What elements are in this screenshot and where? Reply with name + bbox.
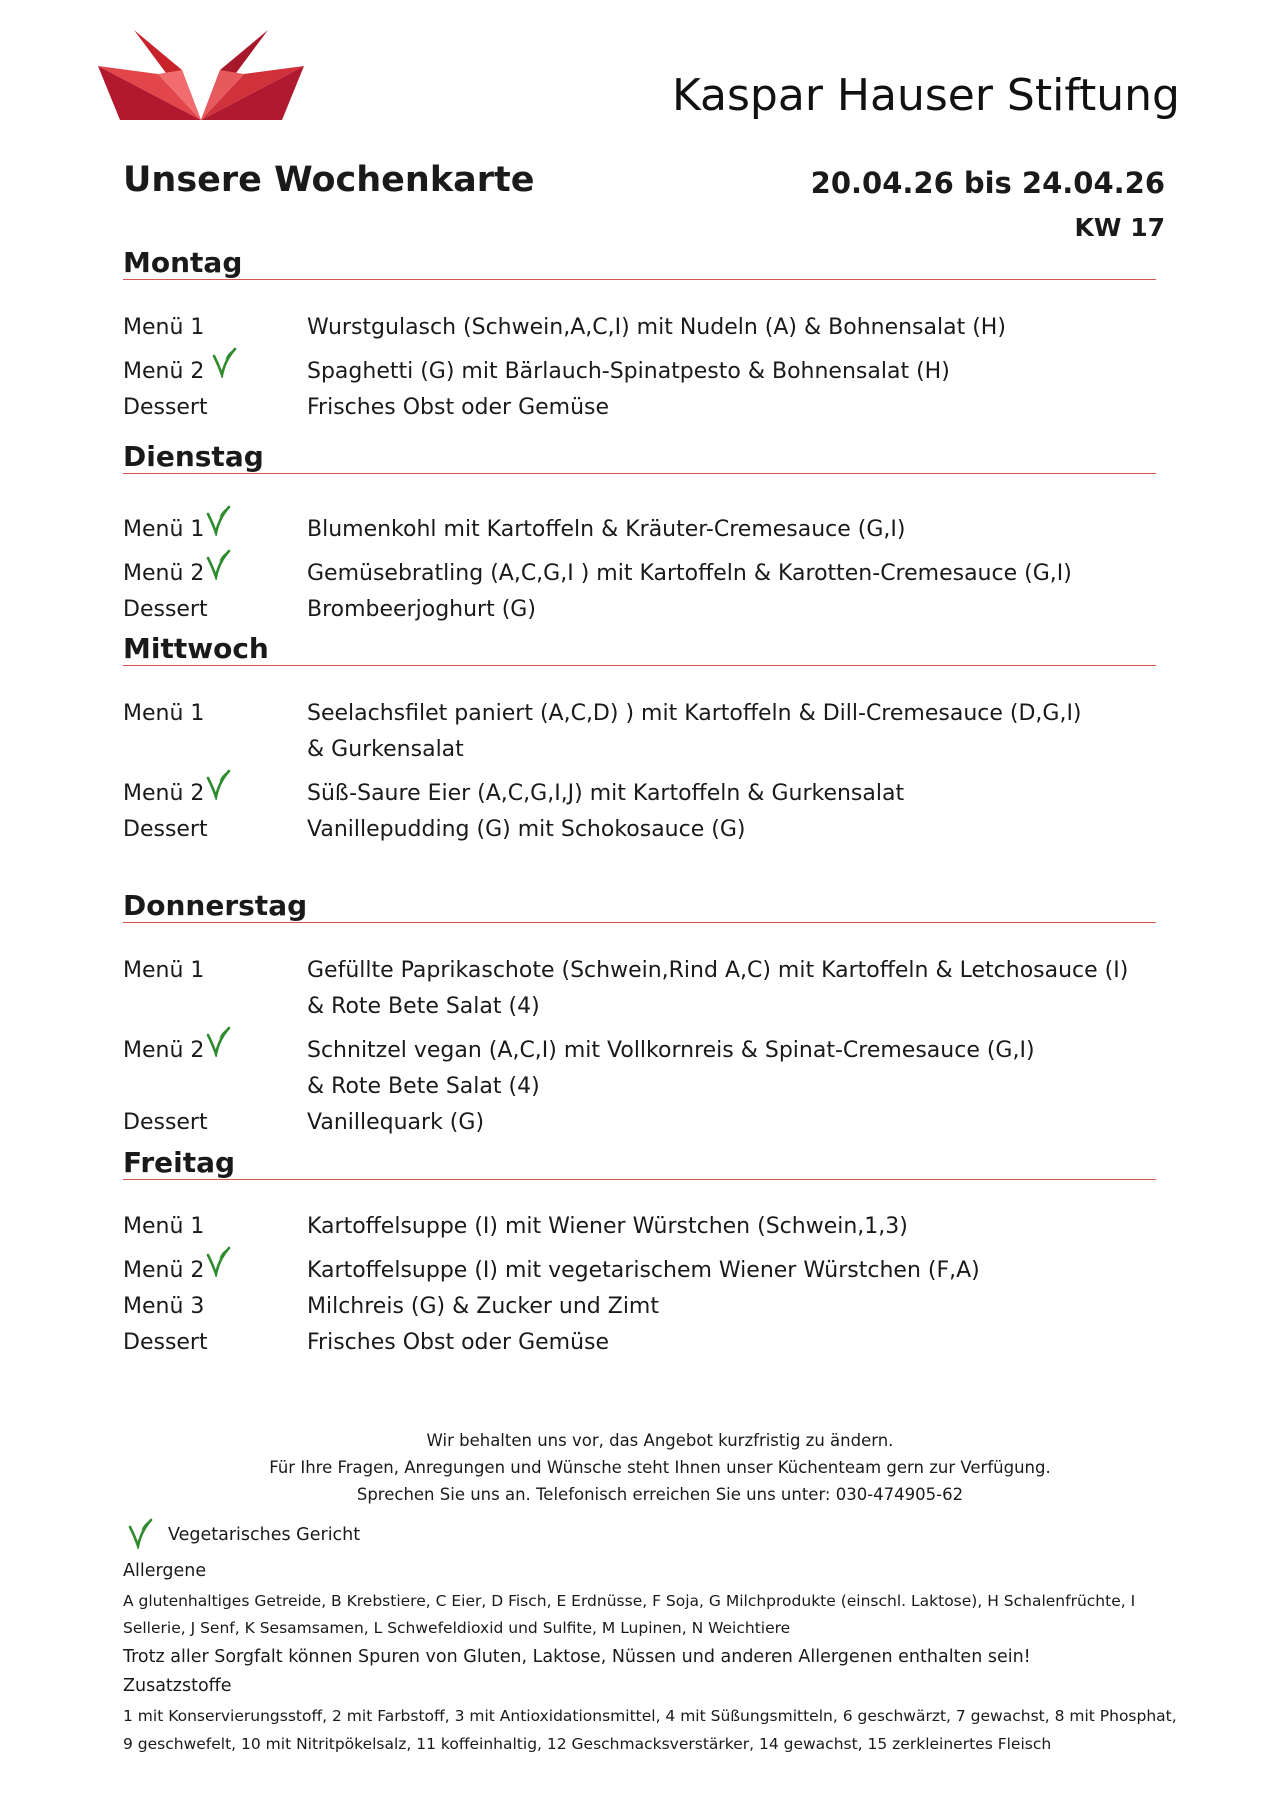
- menu-dish-continuation: & Rote Bete Salat (4): [307, 994, 540, 1019]
- day-divider: [123, 279, 1156, 280]
- vegetarian-leaf-icon: [205, 1245, 231, 1277]
- day-heading-freitag: Freitag: [123, 1146, 236, 1179]
- menu-label: Menü 1: [123, 1214, 205, 1239]
- menu-label: Menü 1: [123, 517, 205, 542]
- dessert-dish: Frisches Obst oder Gemüse: [307, 1330, 610, 1355]
- day-heading-mittwoch: Mittwoch: [123, 632, 269, 665]
- vegetarian-leaf-icon: [211, 346, 237, 378]
- menu-label: Menü 3: [123, 1294, 205, 1319]
- dessert-label: Dessert: [123, 597, 208, 622]
- vegetarian-leaf-icon: [205, 768, 231, 800]
- allergens-list: A glutenhaltiges Getreide, B Krebstiere, C Eier, D Fisch, E Erdnüsse, F Soja, G Milchprodukte (einschl. Laktose), H Schalenfrüchte, I: [123, 1592, 1136, 1610]
- calendar-week: KW 17: [1074, 213, 1165, 242]
- day-divider: [123, 473, 1156, 474]
- menu-label: Menü 2: [123, 1258, 205, 1283]
- date-range: 20.04.26 bis 24.04.26: [810, 166, 1165, 200]
- vegetarian-leaf-icon: [205, 548, 231, 580]
- menu-dish: Seelachsfilet paniert (A,C,D) ) mit Kartoffeln & Dill-Cremesauce (D,G,I): [307, 701, 1082, 726]
- day-heading-donnerstag: Donnerstag: [123, 889, 308, 922]
- vegetarian-leaf-icon: [127, 1517, 153, 1549]
- day-heading-montag: Montag: [123, 246, 243, 279]
- menu-dish: Blumenkohl mit Kartoffeln & Kräuter-Cremesauce (G,I): [307, 517, 906, 542]
- menu-dish-continuation: & Rote Bete Salat (4): [307, 1074, 540, 1099]
- allergens-heading: Allergene: [123, 1561, 207, 1581]
- dessert-label: Dessert: [123, 1110, 208, 1135]
- day-divider: [123, 1179, 1156, 1180]
- menu-dish: Kartoffelsuppe (I) mit Wiener Würstchen (Schwein,1,3): [307, 1214, 908, 1239]
- vegetarian-leaf-icon: [205, 504, 231, 536]
- dessert-dish: Vanillepudding (G) mit Schokosauce (G): [307, 817, 746, 842]
- menu-label: Menü 2: [123, 561, 205, 586]
- notice-line: Wir behalten uns vor, das Angebot kurzfristig zu ändern.: [426, 1431, 894, 1450]
- vegetarian-leaf-icon: [205, 1025, 231, 1057]
- additives-list: 9 geschwefelt, 10 mit Nitritpökelsalz, 11 koffeinhaltig, 12 Geschmacksverstärker, 14 gewachst, 15 zerkleinertes Fleisch: [123, 1735, 1052, 1753]
- dessert-label: Dessert: [123, 395, 208, 420]
- menu-dish: Schnitzel vegan (A,C,I) mit Vollkornreis & Spinat-Cremesauce (G,I): [307, 1038, 1035, 1063]
- menu-dish: Wurstgulasch (Schwein,A,C,I) mit Nudeln (A) & Bohnensalat (H): [307, 315, 1006, 340]
- notice-line: Für Ihre Fragen, Anregungen und Wünsche steht Ihnen unser Küchenteam gern zur Verfügung.: [269, 1458, 1051, 1477]
- dessert-dish: Vanillequark (G): [307, 1110, 485, 1135]
- menu-dish: Kartoffelsuppe (I) mit vegetarischem Wiener Würstchen (F,A): [307, 1258, 980, 1283]
- menu-dish: Süß-Saure Eier (A,C,G,I,J) mit Kartoffeln & Gurkensalat: [307, 781, 905, 806]
- menu-label: Menü 1: [123, 315, 205, 340]
- menu-dish: Gemüsebratling (A,C,G,I ) mit Kartoffeln & Karotten-Cremesauce (G,I): [307, 561, 1072, 586]
- additives-heading: Zusatzstoffe: [123, 1676, 232, 1696]
- menu-dish: Gefüllte Paprikaschote (Schwein,Rind A,C) mit Kartoffeln & Letchosauce (I): [307, 958, 1129, 983]
- allergens-list: Sellerie, J Senf, K Sesamsamen, L Schwefeldioxid und Sulfite, M Lupinen, N Weichtiere: [123, 1619, 791, 1637]
- notice-line: Sprechen Sie uns an. Telefonisch erreichen Sie uns unter: 030-474905-62: [356, 1485, 964, 1504]
- menu-label: Menü 2: [123, 1038, 205, 1063]
- dessert-label: Dessert: [123, 1330, 208, 1355]
- page-title: Unsere Wochenkarte: [123, 160, 535, 200]
- menu-label: Menü 1: [123, 958, 205, 983]
- additives-list: 1 mit Konservierungsstoff, 2 mit Farbstoff, 3 mit Antioxidationsmittel, 4 mit Süßungsmitteln, 6 geschwärzt, 7 gewachst, 8 mit Phosphat,: [123, 1707, 1177, 1725]
- menu-label: Menü 2: [123, 781, 205, 806]
- day-divider: [123, 665, 1156, 666]
- menu-label: Menü 2: [123, 359, 205, 384]
- dessert-dish: Brombeerjoghurt (G): [307, 597, 536, 622]
- menu-dish: Milchreis (G) & Zucker und Zimt: [307, 1294, 659, 1319]
- menu-label: Menü 1: [123, 701, 205, 726]
- dessert-dish: Frisches Obst oder Gemüse: [307, 395, 610, 420]
- lotus-logo-icon: [98, 30, 304, 126]
- dessert-label: Dessert: [123, 817, 208, 842]
- allergen-warning: Trotz aller Sorgfalt können Spuren von Gluten, Laktose, Nüssen und anderen Allergenen enthalten sein!: [123, 1647, 1031, 1667]
- menu-dish-continuation: & Gurkensalat: [307, 737, 464, 762]
- menu-dish: Spaghetti (G) mit Bärlauch-Spinatpesto & Bohnensalat (H): [307, 359, 950, 384]
- organization-name: Kaspar Hauser Stiftung: [671, 70, 1180, 121]
- vegetarian-legend: Vegetarisches Gericht: [168, 1525, 361, 1545]
- day-divider: [123, 922, 1156, 923]
- day-heading-dienstag: Dienstag: [123, 440, 264, 473]
